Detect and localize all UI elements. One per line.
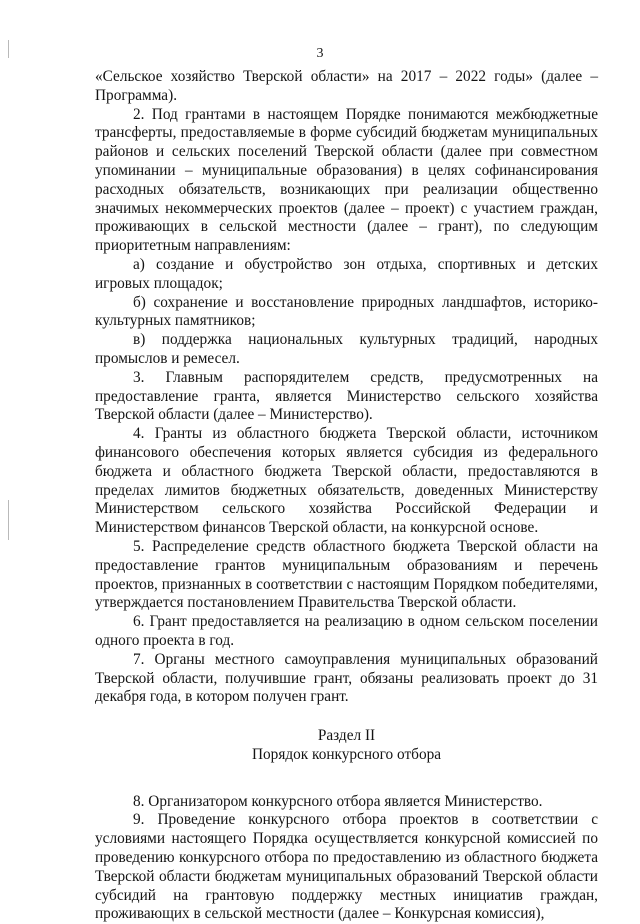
- section-number: Раздел II: [317, 727, 376, 745]
- left-margin-mark: [8, 500, 9, 540]
- paragraph-6: 6. Грант предоставляется на реализацию в одном сельском поселении одного проекта в год.: [95, 613, 598, 649]
- list-item-b: б) сохранение и восстановление природных ландшафтов, историко-культурных памятников;: [95, 293, 598, 330]
- paragraph-4: 4. Гранты из областного бюджета Тверской области, источником финансового обеспечения которых является субсидия из федерального бюджета и областного бюджета Тверской области, предоставляются в пределах лимитов бюджетных обязательств, доведенных Министерству Министерством сельского хозяйства Российской Федерации и Министерством финансов Тверской области, на конкурсной основе.: [95, 425, 598, 537]
- spacer: [95, 765, 598, 793]
- paragraph-5: 5. Распределение средств областного бюджета Тверской области на предоставление грантов муниципальным образованиям и перечень проектов, признанных в соответствии с настоящим Порядком победителями, утверждается постановлением Правительства Тверской области.: [95, 537, 598, 612]
- section-title: Порядок конкурсного отбора: [251, 745, 442, 763]
- paragraph-3: 3. Главным распорядителем средств, предусмотренных на предоставление гранта, является Министерство сельского хозяйства Тверской области (далее – Министерство).: [95, 368, 598, 424]
- paragraph-2: 2. Под грантами в настоящем Порядке понимаются межбюджетные трансферты, предоставляемые в форме субсидий бюджетам муниципальных районов и сельских поселений Тверской области (далее при совместном упоминании – муниципальные образования) в целях софинансирования расходных обязательств, возникающих при реализации общественно значимых некоммерческих проектов (далее – проект) с участием граждан, проживающих в сельской местности (далее – грант), по следующим приоритетным направлениям:: [95, 105, 598, 255]
- paragraph-8: 8. Организатором конкурсного отбора является Министерство.: [133, 792, 543, 810]
- paragraph-9: 9. Проведение конкурсного отбора проектов в соответствии с условиями настоящего Порядка осуществляется конкурсной комиссией по проведению конкурсного отбора по предоставлению из областного бюджета Тверской области бюджетам муниципальных образований Тверской области субсидий на грантовую поддержку местных инициатив граждан, проживающих в сельской местности (далее – Конкурсная комиссия),: [95, 811, 598, 923]
- list-item-v: в) поддержка национальных культурных традиций, народных промыслов и ремесел.: [95, 331, 598, 367]
- paragraph-7: 7. Органы местного самоуправления муниципальных образований Тверской области, получившие грант, обязаны реализовать проект до 31 декабря года, в котором получен грант.: [95, 650, 598, 706]
- paragraph-program-name: «Сельское хозяйство Тверской области» на 2017 – 2022 годы» (далее – Программа).: [95, 68, 598, 104]
- spacer: [95, 707, 598, 727]
- list-item-a: а) создание и обустройство зон отдыха, спортивных и детских игровых площадок;: [95, 255, 598, 292]
- document-body: [95, 68, 598, 924]
- page-number: 3: [316, 46, 324, 61]
